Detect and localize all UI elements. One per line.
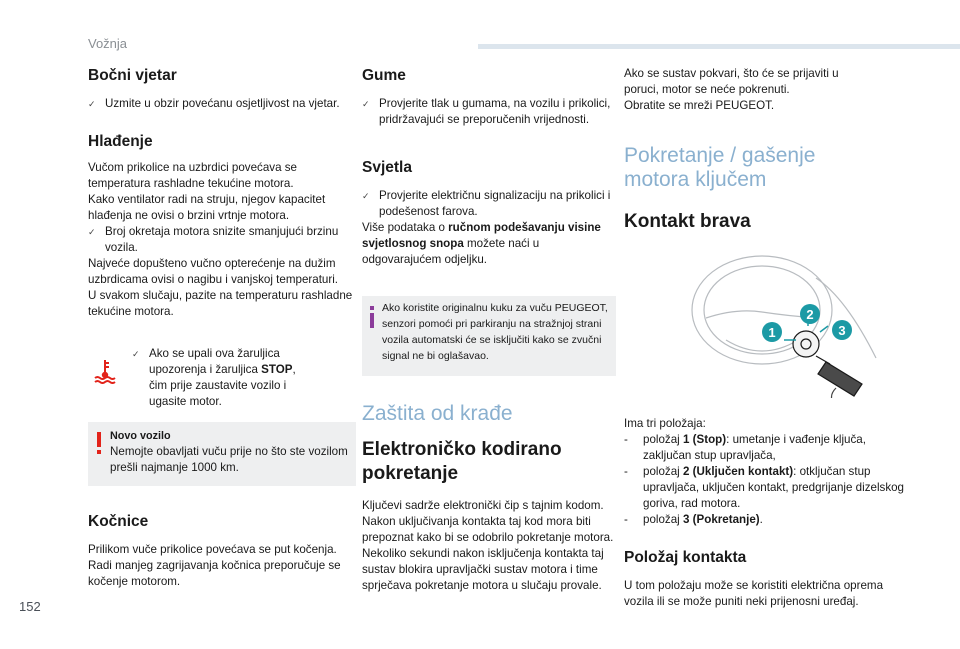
page-number: 152 [19,599,41,614]
fault-text: Ako se sustav pokvari, što će se prijaviti u poruci, motor se neće pokrenuti. [624,67,839,96]
ignition-key-figure [666,248,884,398]
brakes-text: Prilikom vuče prikolice povećava se put kočenja. Radi manjeg zagrijavanja kočnica preporučuje se kočenje motorom. [88,543,341,588]
column-middle [362,66,620,594]
lights-more-info: Više podataka o ručnom podešavanju visine svjetlosnog snopa možete naći u odgovarajućem odjeljku. [362,221,601,266]
contact-position-heading: Položaj kontakta [624,549,747,566]
svg-text:1: 1 [768,325,776,340]
tow-sensor-info-text: Ako koristite originalnu kuku za vuču PEUGEOT, senzori pomoći pri parkiranju na stražnjoj strani vozila automatski će se isključiti kako se zvučni signal ne bi oglašavao. [382,302,608,362]
start-stop-heading: Pokretanje / gašenje motora ključem [624,144,816,191]
svg-text:3: 3 [838,323,846,338]
positions-intro: Ima tri položaja: [624,417,706,430]
coolant-warning-text: ✓ Ako se upali ova žaruljica upozorenja i žaruljica STOP, čim prije zaustavite vozilo i ugasite motor. [132,346,309,410]
new-vehicle-box [88,422,356,486]
position-2: - položaj 2 (Uključen kontakt): otključan stup upravljača, uključen kontakt, predgrijanje dizelskog goriva, rad motora. [624,464,913,512]
contact-position-text: U tom položaju može se koristiti električna oprema vozila ili se može puniti neki prijenosni uređaj. [624,579,884,608]
new-vehicle-title: Novo vozilo [110,430,171,442]
section-label: Vožnja [88,36,128,51]
immobiliser-paragraph-2: Nekoliko sekundi nakon isključenja kontakta taj sustav blokira upravljački sustav motora i time sprječava pokretanje motora u slučaju provale. [362,547,604,592]
cooling-paragraph-2: Kako ventilator radi na struju, njegov kapacitet hlađenja ne ovisi o brzini vrtnje motora. [88,193,326,222]
coolant-warning-block [88,346,356,410]
coolant-temperature-warning-icon [88,346,132,410]
header-bar [478,44,960,49]
new-vehicle-text: Nemojte obavljati vuču prije no što ste vozilom prešli najmanje 1000 km. [110,445,348,474]
info-icon [362,300,382,328]
ignition-switch-heading: Kontakt brava [624,211,751,232]
svg-text:2: 2 [806,307,814,322]
cooling-heading: Hlađenje [88,133,153,150]
cooling-bullet: ✓ Broj okretaja motora snizite smanjujući brzinu vozila. [88,224,356,256]
immobiliser-paragraph-1: Ključevi sadrže elektronički čip s tajnim kodom. Nakon uključivanja kontakta taj kod mora biti prepoznat kako bi se odobrilo pokretanje motora. [362,499,614,544]
exclamation-icon [88,428,110,454]
position-3: - položaj 3 (Pokretanje). [624,512,924,528]
position-badge-2 [800,304,820,324]
position-badge-3 [832,320,852,340]
immobiliser-heading: Elektroničko kodirano pokretanje [362,439,562,484]
fault-contact: Obratite se mreži PEUGEOT. [624,99,775,112]
position-1: - položaj 1 (Stop): umetanje i vađenje ključa, zaključan stup upravljača, [624,432,913,464]
side-wind-heading: Bočni vjetar [88,67,177,84]
brakes-heading: Kočnice [88,513,149,530]
column-left [88,66,356,590]
theft-protection-heading: Zaštita od krađe [362,402,513,425]
tyres-text: ✓ Provjerite tlak u gumama, na vozilu i prikolici, pridržavajući se preporučenih vrijednosti. [362,96,620,128]
tyres-heading: Gume [362,67,406,84]
lights-heading: Svjetla [362,159,412,176]
lights-bullet: ✓ Provjerite električnu signalizaciju na prikolici i podešenost farova. [362,188,620,220]
cooling-paragraph-3: Najveće dopušteno vučno opterećenje na dužim uzbrdicama ovisi o nagibu i vanjskoj temperaturi. [88,257,339,286]
cooling-paragraph-1: Vučom prikolice na uzbrdici povećava se temperatura rashladne tekućine motora. [88,161,298,190]
side-wind-text: ✓ Uzmite u obzir povećanu osjetljivost na vjetar. [88,96,356,112]
position-badge-1 [762,322,782,342]
cooling-paragraph-4: U svakom slučaju, pazite na temperaturu rashladne tekućine motora. [88,289,353,318]
tow-sensor-info-box [362,296,616,376]
